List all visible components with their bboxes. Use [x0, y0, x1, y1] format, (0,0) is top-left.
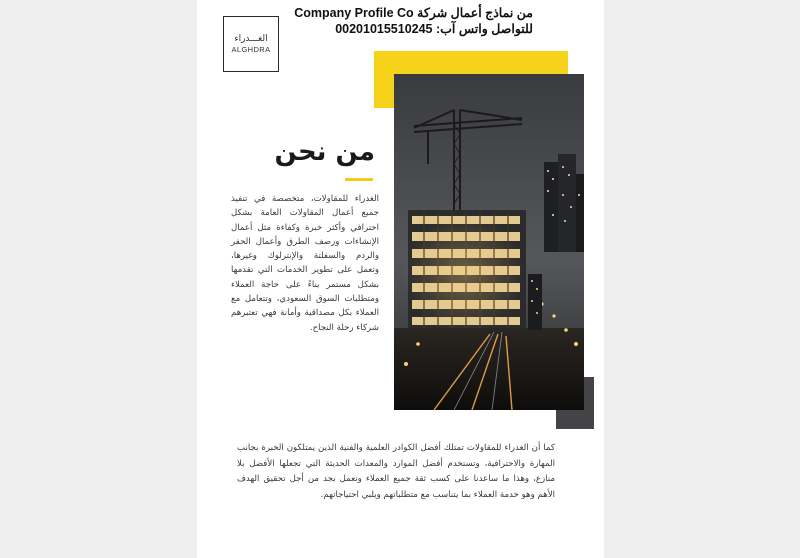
title-underline — [345, 178, 373, 181]
construction-photo-illustration — [394, 74, 584, 410]
company-logo — [223, 16, 279, 72]
section-title: من نحن — [274, 137, 375, 167]
bottom-paragraph: كما أن الغدراء للمقاولات تمتلك أفضل الكوادر العلمية والفنية الذين يمتلكون الخبرة بجانب المهارة والاحترافية، وتستخدم أفضل الموارد والمعدات الحديثة التي تجعلها الأفضل بلا منازع، وهذا ما ساعدنا على كسب ثقة جميع العملاء ونعمل بجد من أجل تحقيق الهدف الأهم وهو خدمة العملاء بما يتناسب مع متطلباتهم ويلبي احتياجاتهم. — [237, 443, 555, 500]
about-paragraph: الغدراء للمقاولات، متخصصة في تنفيذ جميع أعمال المقاولات العامة بشكل احترافي وأكثر خبرة وكفاءة مثل أعمال الإنشاءات ورصف الطرق وأعمال الحفر والردم والسفلتة والإنترلوك وغيرها، وتعمل على تطوير الخدمات التي تقدمها بشكل مستمر بناءً على حاجة العملاء ومتطلبات السوق السعودي، وتتعامل مع العملاء بكل مصداقية وأمانة فهي تعتبرهم شركاء رحلة النجاح. — [231, 194, 379, 333]
page-header — [293, 6, 533, 37]
header-contact-line: للتواصل واتس آب: 00201015510245 — [335, 22, 533, 36]
logo-latin-text: ALGHDRA — [231, 44, 271, 54]
logo-arabic-text: الغـــدراء — [234, 33, 268, 44]
construction-photo — [394, 74, 584, 410]
profile-page — [197, 0, 604, 558]
header-company-line: من نماذج أعمال شركة Company Profile Co — [294, 6, 533, 20]
